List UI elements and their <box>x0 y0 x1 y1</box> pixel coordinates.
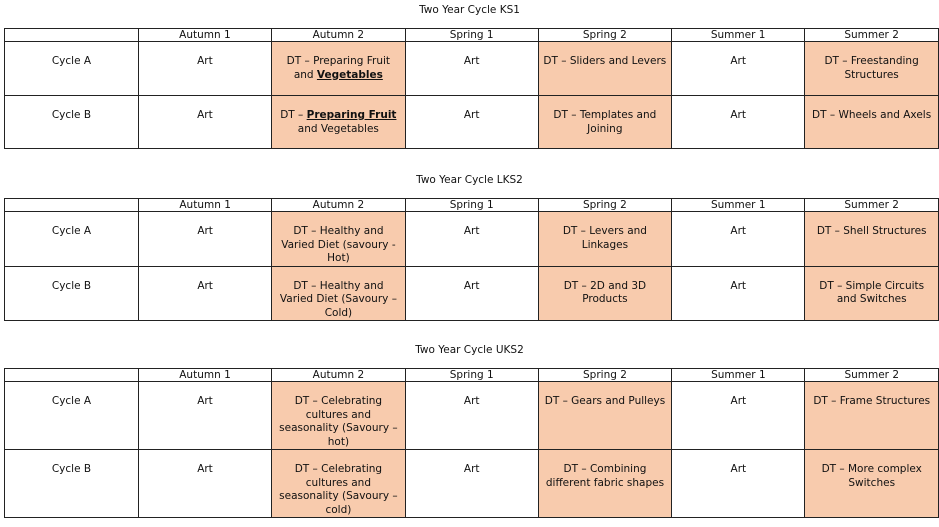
cycle-table-uks2 <box>4 368 939 518</box>
table-cell-dt: DT – Freestanding Structures <box>805 42 939 96</box>
table-cell: Art <box>672 450 805 518</box>
table-title-lks2: Two Year Cycle LKS2 <box>416 174 523 186</box>
table-cell-dt: DT – Shell Structures <box>805 212 939 267</box>
header-cell-summer1: Summer 1 <box>672 29 805 42</box>
cycle-table-lks2 <box>4 198 939 321</box>
header-cell-autumn1: Autumn 1 <box>138 369 271 382</box>
table-cell: Art <box>672 212 805 267</box>
header-cell-spring2: Spring 2 <box>538 29 671 42</box>
table-cell-dt: DT – Templates and Joining <box>538 96 671 149</box>
table-cell-dt: DT – Frame Structures <box>805 382 939 450</box>
table-cell: Art <box>139 266 272 321</box>
header-cell-blank <box>5 369 139 382</box>
row-label: Cycle A <box>5 382 139 450</box>
row-label: Cycle B <box>5 266 139 321</box>
header-row <box>5 29 939 42</box>
table-cell: Art <box>138 450 271 518</box>
table-row <box>5 212 939 267</box>
table-title-uks2: Two Year Cycle UKS2 <box>415 344 524 356</box>
row-label: Cycle B <box>5 450 139 518</box>
table-row <box>5 450 939 518</box>
cell-text: and Vegetables <box>297 122 379 135</box>
table-cell: Art <box>405 382 538 450</box>
header-cell-blank <box>5 199 139 212</box>
table-cell: Art <box>139 212 272 267</box>
table-cell: Art <box>138 96 271 149</box>
header-cell-summer2: Summer 2 <box>805 29 939 42</box>
table-cell-dt: DT – Gears and Pulleys <box>538 382 672 450</box>
table-cell: Art <box>672 382 805 450</box>
table-cell: Art <box>672 96 805 149</box>
header-cell-summer1: Summer 1 <box>672 199 805 212</box>
header-row <box>5 369 939 382</box>
table-row <box>5 382 939 450</box>
header-cell-spring1: Spring 1 <box>405 199 538 212</box>
header-cell-blank <box>5 29 139 42</box>
table-title-ks1: Two Year Cycle KS1 <box>419 4 520 16</box>
table-cell-dt <box>271 96 405 149</box>
header-cell-summer2: Summer 2 <box>805 199 939 212</box>
cell-text-underlined: Preparing Fruit <box>306 109 397 121</box>
row-label: Cycle A <box>5 212 139 267</box>
cell-text-underlined: Vegetables <box>316 68 383 81</box>
row-label: Cycle B <box>5 96 139 149</box>
table-cell: Art <box>405 42 538 96</box>
table-cell-dt: DT – Sliders and Levers <box>538 42 671 96</box>
table-cell: Art <box>138 382 271 450</box>
table-cell-dt: DT – Simple Circuits and Switches <box>805 266 939 321</box>
header-cell-autumn2: Autumn 2 <box>272 199 405 212</box>
header-cell-autumn1: Autumn 1 <box>138 29 271 42</box>
table-cell-dt: DT – Levers and Linkages <box>538 212 671 267</box>
table-cell-dt: DT – Wheels and Axels <box>805 96 939 149</box>
table-cell-dt: DT – Healthy and Varied Diet (savoury - Hot) <box>272 212 405 267</box>
table-cell-dt <box>271 42 405 96</box>
cell-text: DT – <box>280 109 307 121</box>
table-cell: Art <box>138 42 271 96</box>
header-cell-spring2: Spring 2 <box>538 199 671 212</box>
table-cell-dt: DT – 2D and 3D Products <box>538 266 671 321</box>
header-cell-spring1: Spring 1 <box>405 369 538 382</box>
table-cell-dt: DT – Combining different fabric shapes <box>538 450 672 518</box>
table-cell: Art <box>672 266 805 321</box>
table-cell: Art <box>405 450 538 518</box>
table-cell: Art <box>405 266 538 321</box>
table-cell: Art <box>405 212 538 267</box>
cell-text: DT – Preparing Fruit and <box>286 55 391 81</box>
table-cell: Art <box>672 42 805 96</box>
header-cell-autumn1: Autumn 1 <box>139 199 272 212</box>
row-label: Cycle A <box>5 42 139 96</box>
table-row <box>5 96 939 149</box>
header-cell-autumn2: Autumn 2 <box>272 369 406 382</box>
header-cell-summer2: Summer 2 <box>805 369 939 382</box>
header-cell-spring1: Spring 1 <box>405 29 538 42</box>
table-cell-dt: DT – Celebrating cultures and seasonality (Savoury – cold) <box>272 450 406 518</box>
table-row <box>5 42 939 96</box>
table-cell-dt: DT – Celebrating cultures and seasonality (Savoury – hot) <box>272 382 406 450</box>
header-cell-autumn2: Autumn 2 <box>271 29 405 42</box>
table-cell: Art <box>405 96 538 149</box>
header-cell-spring2: Spring 2 <box>538 369 672 382</box>
header-row <box>5 199 939 212</box>
table-cell-dt: DT – Healthy and Varied Diet (Savoury – Cold) <box>272 266 405 321</box>
cycle-table-ks1 <box>4 28 939 149</box>
header-cell-summer1: Summer 1 <box>672 369 805 382</box>
table-cell-dt: DT – More complex Switches <box>805 450 939 518</box>
table-row <box>5 266 939 321</box>
